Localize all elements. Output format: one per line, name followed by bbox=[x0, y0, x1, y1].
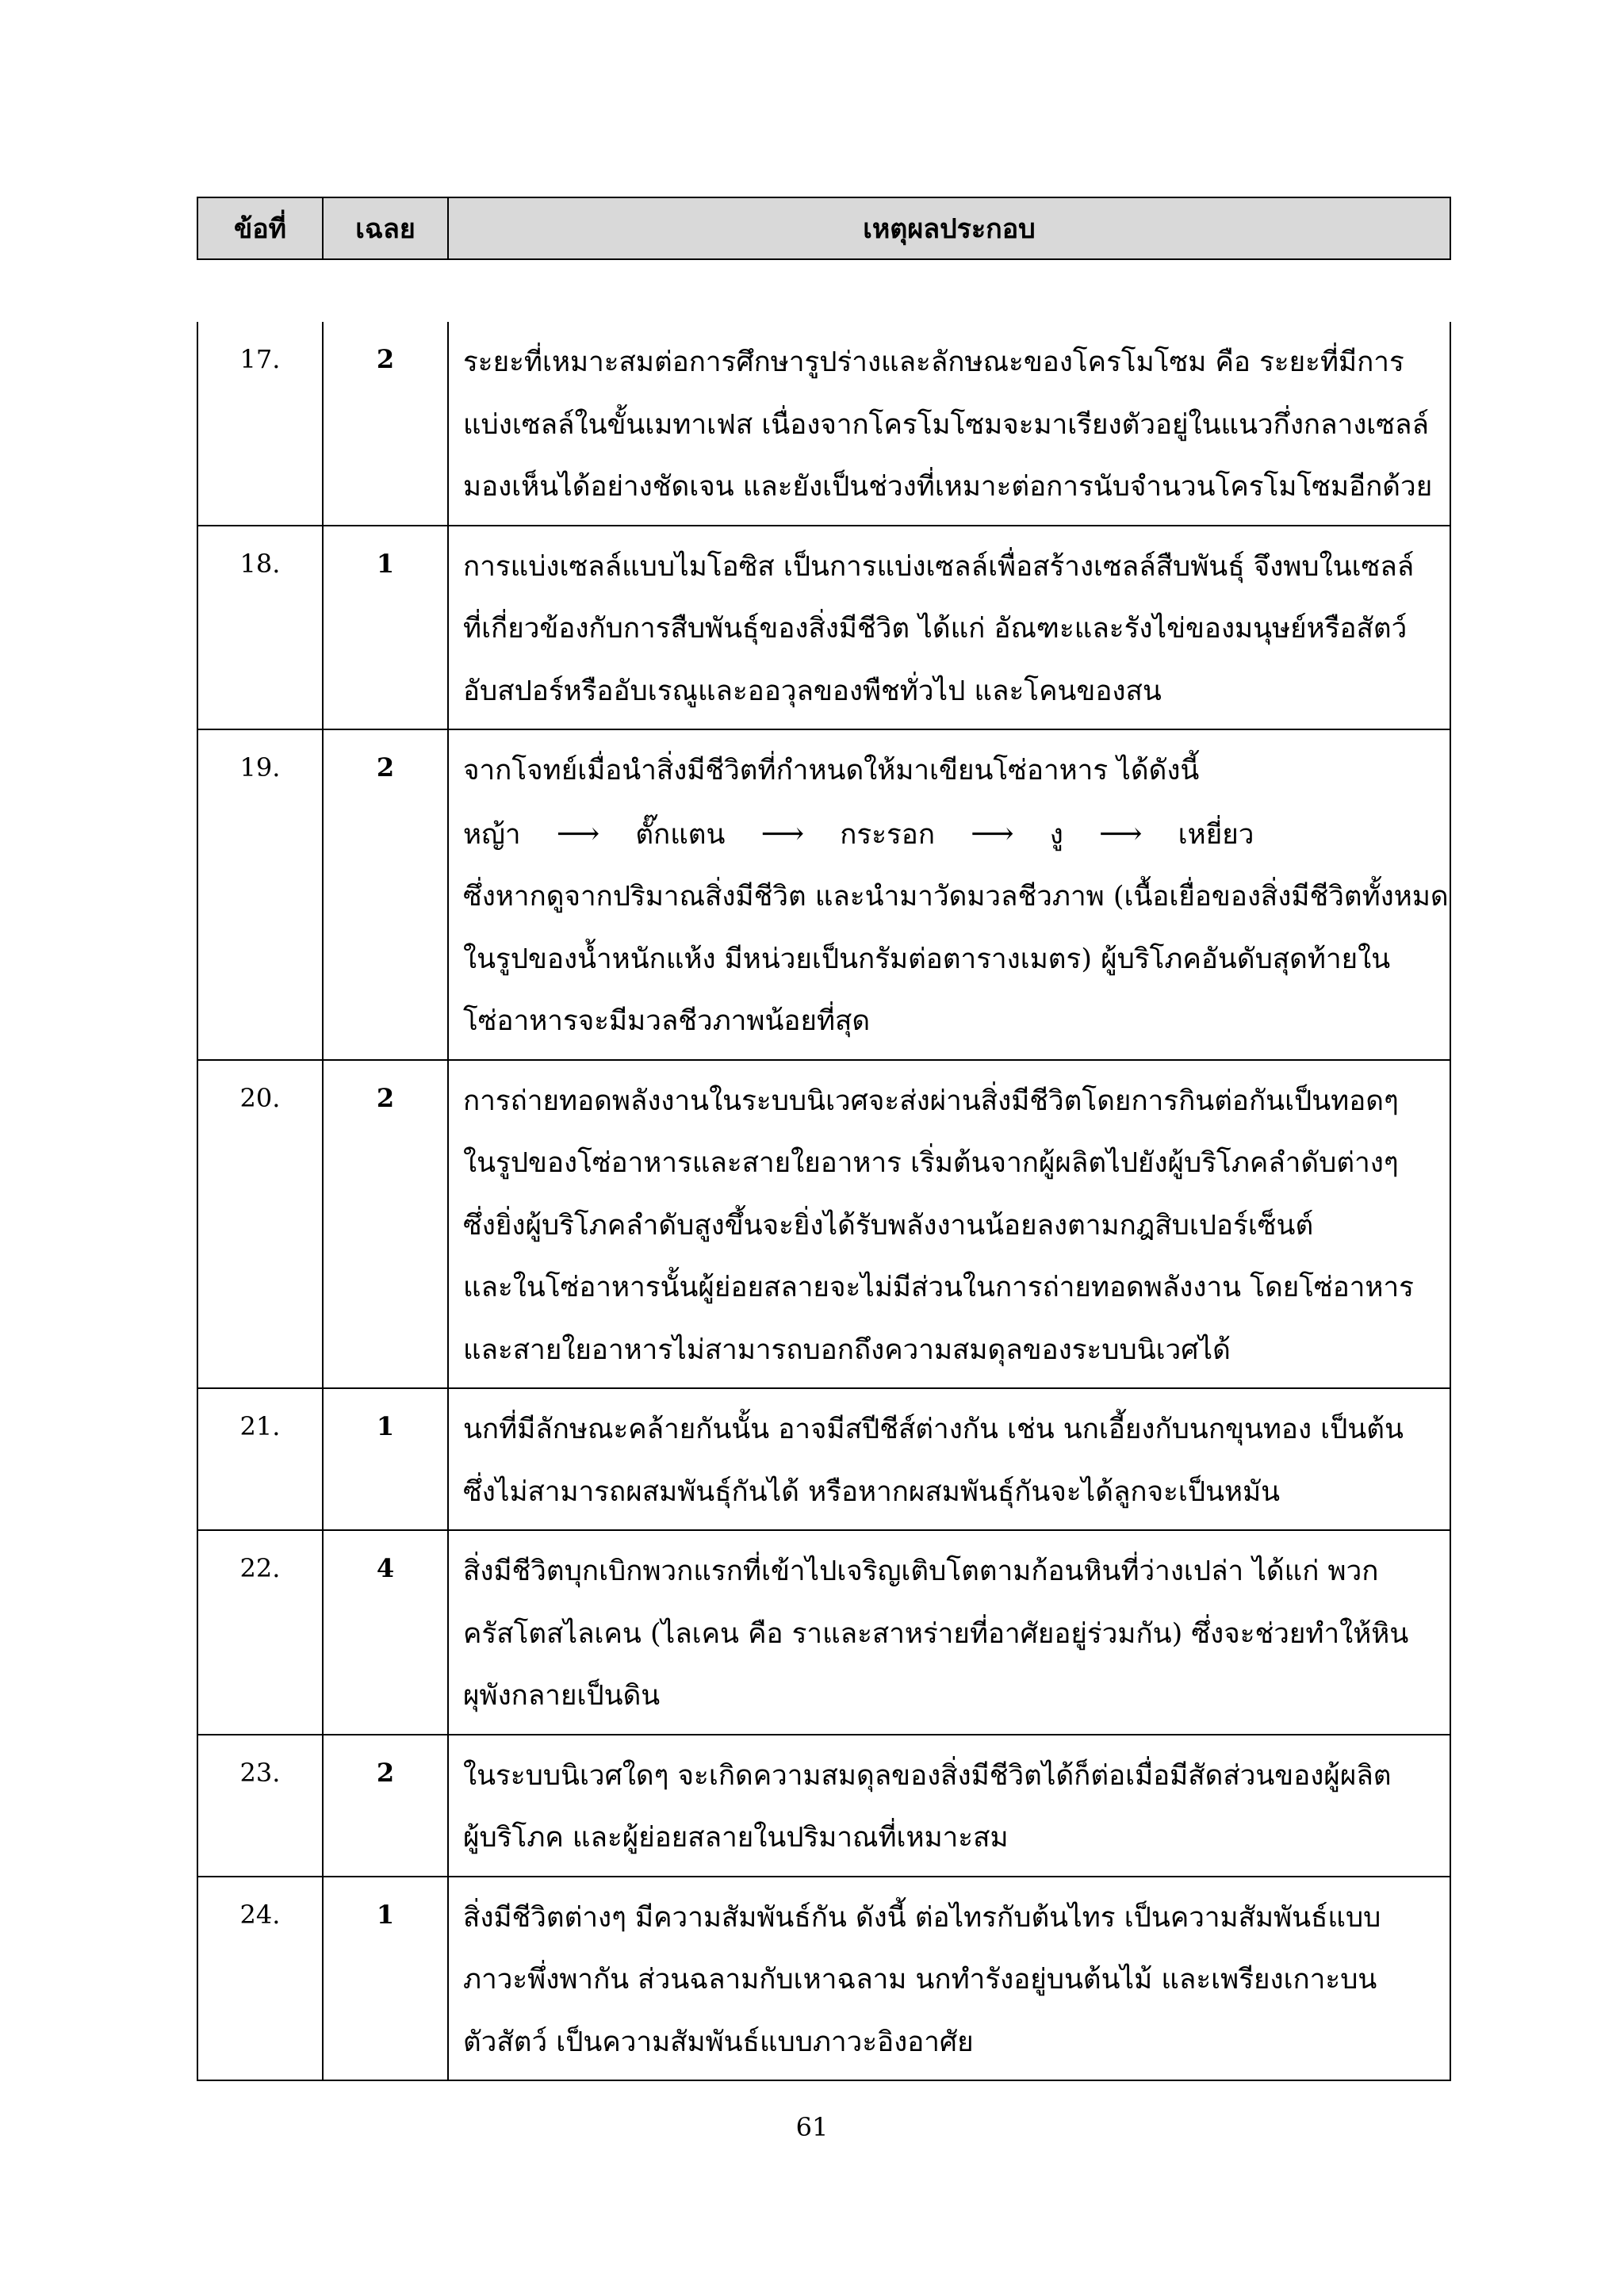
reason-line: อับสปอร์หรืออับเรณูและออวุลของพืชทั่วไป และโคนของสน bbox=[463, 675, 1162, 707]
row-number: 17. bbox=[197, 322, 323, 526]
answer-table-header bbox=[197, 197, 1451, 260]
row-answer: 2 bbox=[323, 1060, 448, 1389]
food-chain bbox=[463, 802, 1438, 867]
row-number: 20. bbox=[197, 1060, 323, 1389]
table-row bbox=[197, 526, 1450, 730]
row-reason bbox=[448, 1530, 1450, 1735]
row-answer: 1 bbox=[323, 526, 448, 730]
reason-line: ในระบบนิเวศใดๆ จะเกิดความสมดุลของสิ่งมีชีวิตได้ก็ต่อเมื่อมีสัดส่วนของผู้ผลิต bbox=[463, 1759, 1392, 1792]
row-reason bbox=[448, 322, 1450, 526]
row-answer: 1 bbox=[323, 1877, 448, 2081]
chain-organism: หญ้า bbox=[463, 818, 521, 851]
row-reason bbox=[448, 1735, 1450, 1877]
header-col-no: ข้อที่ bbox=[197, 197, 323, 259]
row-answer: 4 bbox=[323, 1530, 448, 1735]
table-row bbox=[197, 729, 1450, 1060]
reason-line: นกที่มีลักษณะคล้ายกันนั้น อาจมีสปีชีส์ต่างกัน เช่น นกเอี้ยงกับนกขุนทอง เป็นต้น bbox=[463, 1414, 1404, 1445]
reason-line: ผู้บริโภค และผู้ย่อยสลายในปริมาณที่เหมาะสม bbox=[463, 1822, 1009, 1854]
reason-line: โซ่อาหารจะมีมวลชีวภาพน้อยที่สุด bbox=[463, 1005, 871, 1037]
reason-line: ผุพังกลายเป็นดิน bbox=[463, 1680, 661, 1712]
row-reason bbox=[448, 1877, 1450, 2081]
row-reason bbox=[448, 1388, 1450, 1530]
reason-line: ในรูปของน้ำหนักแห้ง มีหน่วยเป็นกรัมต่อตารางเมตร) ผู้บริโภคอันดับสุดท้ายใน bbox=[463, 943, 1391, 975]
reason-line: การแบ่งเซลล์แบบไมโอซิส เป็นการแบ่งเซลล์เพื่อสร้างเซลล์สืบพันธุ์ จึงพบในเซลล์ bbox=[463, 550, 1415, 583]
reason-line: สิ่งมีชีวิตต่างๆ มีความสัมพันธ์กัน ดังนี้ ต่อไทรกับต้นไทร เป็นความสัมพันธ์แบบ bbox=[463, 1901, 1381, 1934]
reason-line: ที่เกี่ยวข้องกับการสืบพันธุ์ของสิ่งมีชีวิต ได้แก่ อัณฑะและรังไข่ของมนุษย์หรือสัตว์ bbox=[463, 613, 1408, 645]
chain-organism: เหยี่ยว bbox=[1178, 818, 1254, 851]
row-number: 23. bbox=[197, 1735, 323, 1877]
chain-organism: กระรอก bbox=[840, 818, 936, 851]
chain-organism: งู bbox=[1049, 818, 1063, 851]
header-col-answer: เฉลย bbox=[323, 197, 448, 259]
row-reason bbox=[448, 1060, 1450, 1389]
page-number: 61 bbox=[795, 2112, 829, 2142]
reason-line: จากโจทย์เมื่อนำสิ่งมีชีวิตที่กำหนดให้มาเขียนโซ่อาหาร ได้ดังนี้ bbox=[463, 755, 1200, 786]
table-row bbox=[197, 1530, 1450, 1735]
reason-line: ภาวะพึ่งพากัน ส่วนฉลามกับเหาฉลาม นกทำรังอยู่บนต้นไม้ และเพรียงเกาะบน bbox=[463, 1964, 1377, 1996]
reason-line: ครัสโตสไลเคน (ไลเคน คือ ราและสาหร่ายที่อาศัยอยู่ร่วมกัน) ซึ่งจะช่วยทำให้หิน bbox=[463, 1617, 1409, 1650]
row-reason bbox=[448, 729, 1450, 1060]
reason-line: ซึ่งหากดูจากปริมาณสิ่งมีชีวิต และนำมาวัดมวลชีวภาพ (เนื้อเยื่อของสิ่งมีชีวิตทั้งหมด bbox=[463, 881, 1449, 913]
reason-line: ซึ่งไม่สามารถผสมพันธุ์กันได้ หรือหากผสมพันธุ์กันจะได้ลูกจะเป็นหมัน bbox=[463, 1475, 1281, 1508]
reason-line: แบ่งเซลล์ในขั้นเมทาเฟส เนื่องจากโครโมโซมจะมาเรียงตัวอยู่ในแนวกึ่งกลางเซลล์ bbox=[463, 408, 1429, 441]
reason-line: ซึ่งยิ่งผู้บริโภคลำดับสูงขึ้นจะยิ่งได้รับพลังงานน้อยลงตามกฎสิบเปอร์เซ็นต์ bbox=[463, 1209, 1314, 1242]
row-number: 19. bbox=[197, 729, 323, 1060]
reason-line: สิ่งมีชีวิตบุกเบิกพวกแรกที่เข้าไปเจริญเติบโตตามก้อนหินที่ว่างเปล่า ได้แก่ พวก bbox=[463, 1556, 1379, 1587]
chain-organism: ตั๊กแตน bbox=[635, 818, 726, 851]
reason-line: และในโซ่อาหารนั้นผู้ย่อยสลายจะไม่มีส่วนในการถ่ายทอดพลังงาน โดยโซ่อาหาร bbox=[463, 1272, 1414, 1303]
table-row bbox=[197, 1060, 1450, 1389]
table-row bbox=[197, 322, 1450, 526]
row-number: 18. bbox=[197, 526, 323, 730]
reason-line: ระยะที่เหมาะสมต่อการศึกษารูปร่างและลักษณะของโครโมโซม คือ ระยะที่มีการ bbox=[463, 346, 1404, 378]
header-col-reason: เหตุผลประกอบ bbox=[448, 197, 1450, 259]
row-number: 22. bbox=[197, 1530, 323, 1735]
reason-line: ตัวสัตว์ เป็นความสัมพันธ์แบบภาวะอิงอาศัย bbox=[463, 2026, 974, 2058]
table-row bbox=[197, 1388, 1450, 1530]
reason-line: การถ่ายทอดพลังงานในระบบนิเวศจะส่งผ่านสิ่งมีชีวิตโดยการกินต่อกันเป็นทอดๆ bbox=[463, 1085, 1399, 1117]
reason-line: ในรูปของโซ่อาหารและสายใยอาหาร เริ่มต้นจากผู้ผลิตไปยังผู้บริโภคลำดับต่างๆ bbox=[463, 1147, 1399, 1179]
row-number: 24. bbox=[197, 1877, 323, 2081]
right-arrow-icon: ⟶ bbox=[556, 815, 600, 851]
row-answer: 2 bbox=[323, 1735, 448, 1877]
table-row bbox=[197, 1877, 1450, 2081]
reason-line: มองเห็นได้อย่างชัดเจน และยังเป็นช่วงที่เหมาะต่อการนับจำนวนโครโมโซมอีกด้วย bbox=[463, 471, 1433, 503]
right-arrow-icon: ⟶ bbox=[1099, 815, 1143, 851]
right-arrow-icon: ⟶ bbox=[760, 815, 805, 851]
row-answer: 1 bbox=[323, 1388, 448, 1530]
right-arrow-icon: ⟶ bbox=[971, 815, 1014, 851]
reason-line: และสายใยอาหารไม่สามารถบอกถึงความสมดุลของระบบนิเวศได้ bbox=[463, 1334, 1231, 1366]
row-number: 21. bbox=[197, 1388, 323, 1530]
table-row bbox=[197, 1735, 1450, 1877]
row-answer: 2 bbox=[323, 729, 448, 1060]
row-reason bbox=[448, 526, 1450, 730]
header-row bbox=[197, 197, 1450, 259]
answer-table bbox=[197, 322, 1451, 2081]
row-answer: 2 bbox=[323, 322, 448, 526]
